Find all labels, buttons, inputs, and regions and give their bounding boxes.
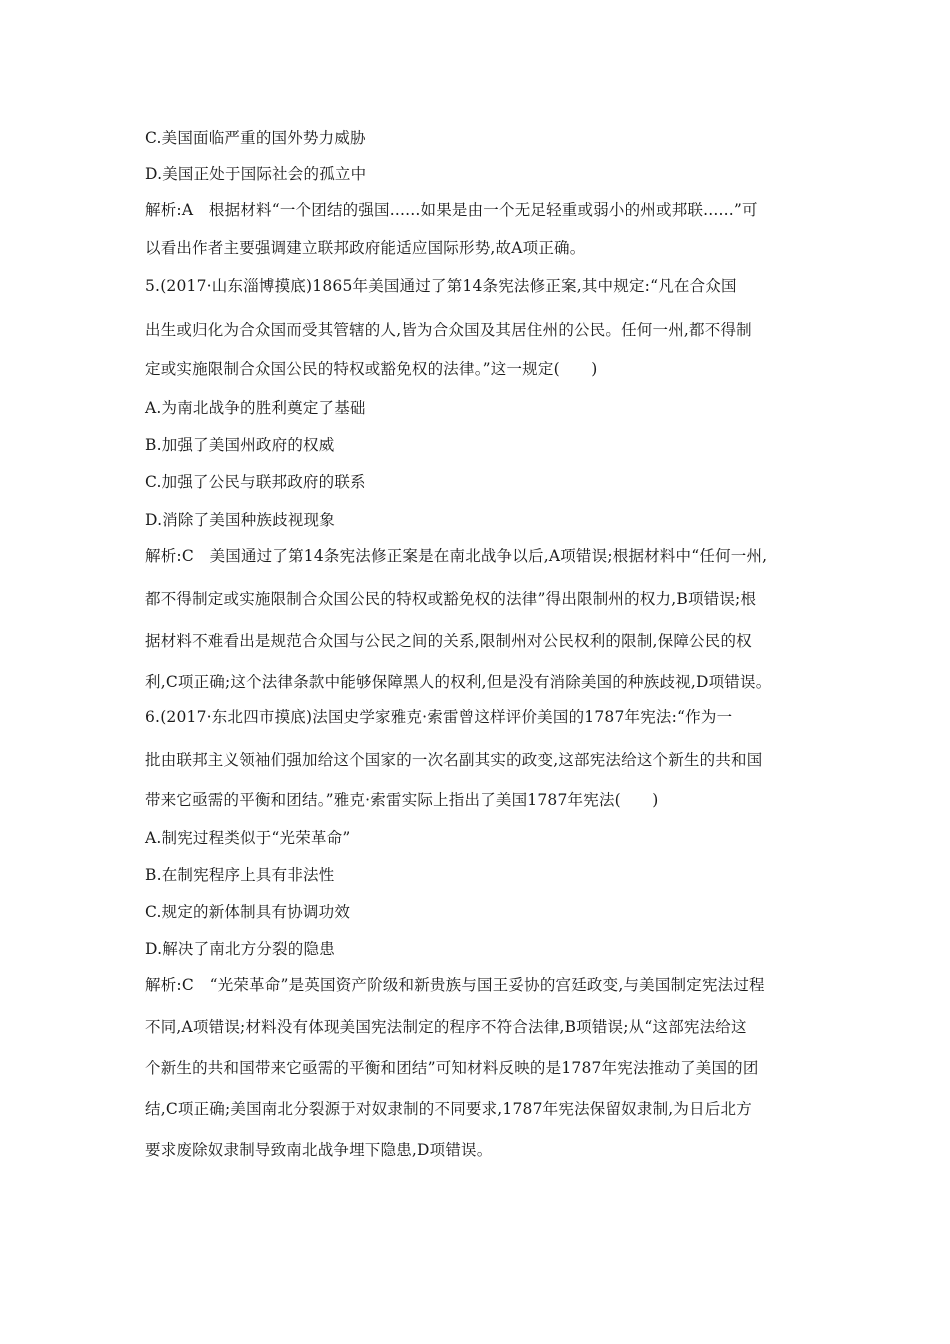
analysis-q6-line4: 结,C项正确;美国南北分裂源于对奴隶制的不同要求,1787年宪法保留奴隶制,为日后北方 (145, 1100, 752, 1118)
question-6-line3: 带来它亟需的平衡和团结。”雅克·索雷实际上指出了美国1787年宪法( ) (145, 791, 659, 809)
question-6-line2: 批由联邦主义领袖们强加给这个国家的一次名副其实的政变,这部宪法给这个新生的共和国 (145, 751, 763, 769)
analysis-q4-line1: 解析:A 根据材料“一个团结的强国......如果是由一个无足轻重或弱小的州或邦联......”可 (145, 201, 758, 219)
question-5-line3: 定或实施限制合众国公民的特权或豁免权的法律。”这一规定( ) (145, 360, 598, 378)
option-a-q6: A.制宪过程类似于“光荣革命” (145, 829, 351, 847)
question-5-line2: 出生或归化为合众国而受其管辖的人,皆为合众国及其居住州的公民。任何一州,都不得制 (145, 321, 752, 339)
option-d-q4: D.美国正处于国际社会的孤立中 (145, 165, 367, 183)
question-6-line1: 6.(2017·东北四市摸底)法国史学家雅克·索雷曾这样评价美国的1787年宪法:“作为一 (145, 708, 733, 726)
analysis-q6-line1: 解析:C “光荣革命”是英国资产阶级和新贵族与国王妥协的宫廷政变,与美国制定宪法过程 (145, 976, 765, 994)
option-d-q6: D.解决了南北方分裂的隐患 (145, 940, 335, 958)
analysis-q6-line5: 要求废除奴隶制导致南北战争埋下隐患,D项错误。 (145, 1141, 493, 1159)
analysis-q4-line2: 以看出作者主要强调建立联邦政府能适应国际形势,故A项正确。 (145, 239, 586, 257)
analysis-q6-line3: 个新生的共和国带来它亟需的平衡和团结”可知材料反映的是1787年宪法推动了美国的团 (145, 1059, 759, 1077)
option-b-q6: B.在制宪程序上具有非法性 (145, 866, 335, 884)
option-b-q5: B.加强了美国州政府的权威 (145, 436, 335, 454)
option-c-q5: C.加强了公民与联邦政府的联系 (145, 473, 366, 491)
option-d-q5: D.消除了美国种族歧视现象 (145, 511, 335, 529)
option-a-q5: A.为南北战争的胜利奠定了基础 (145, 399, 366, 417)
analysis-q5-line1: 解析:C 美国通过了第14条宪法修正案是在南北战争以后,A项错误;根据材料中“任何一州, (145, 547, 768, 565)
analysis-q6-line2: 不同,A项错误;材料没有体现美国宪法制定的程序不符合法律,B项错误;从“这部宪法给这 (145, 1018, 747, 1036)
analysis-q5-line3: 据材料不难看出是规范合众国与公民之间的关系,限制州对公民权利的限制,保障公民的权 (145, 632, 752, 650)
question-5-line1: 5.(2017·山东淄博摸底)1865年美国通过了第14条宪法修正案,其中规定:“凡在合众国 (145, 277, 737, 295)
analysis-q5-line2: 都不得制定或实施限制合众国公民的特权或豁免权的法律”得出限制州的权力,B项错误;根 (145, 590, 757, 608)
option-c-q4: C.美国面临严重的国外势力威胁 (145, 129, 366, 147)
option-c-q6: C.规定的新体制具有协调功效 (145, 903, 351, 921)
analysis-q5-line4: 利,C项正确;这个法律条款中能够保障黑人的权利,但是没有消除美国的种族歧视,D项错误。 (145, 673, 772, 691)
